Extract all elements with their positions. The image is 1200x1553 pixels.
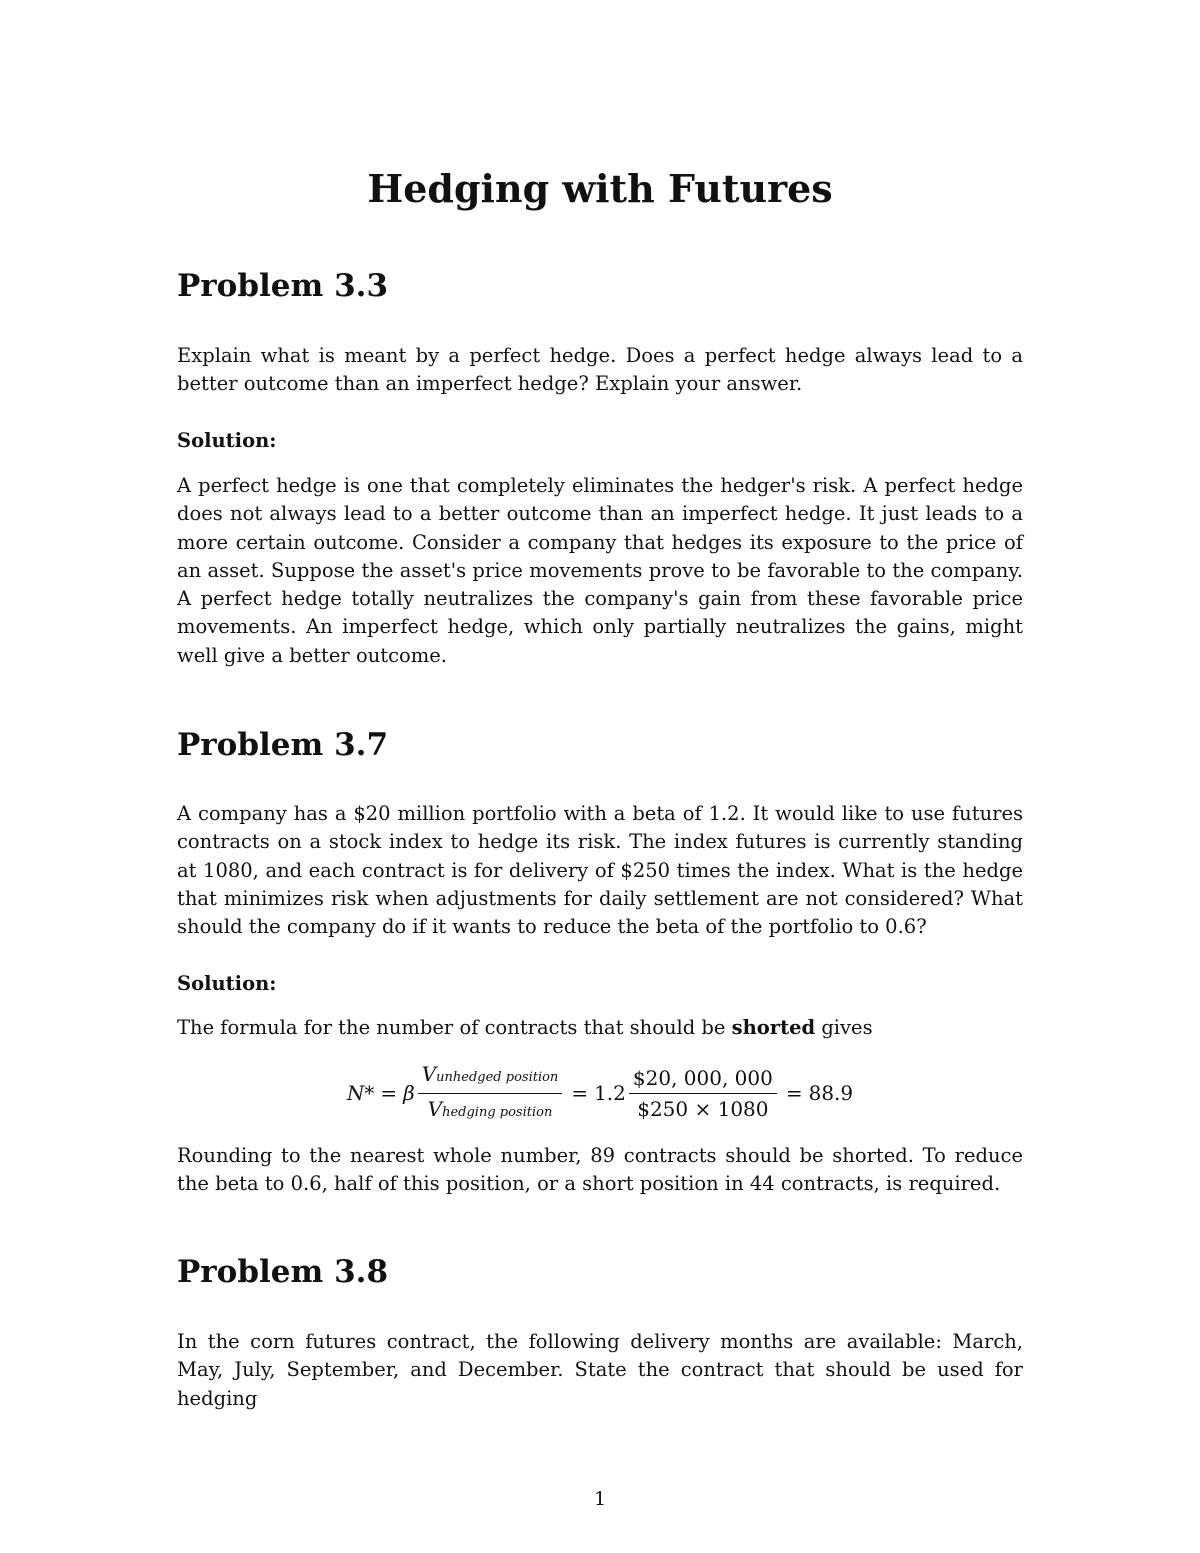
formula-equals-3: = <box>785 1081 803 1105</box>
formula-number-fraction <box>629 1066 777 1121</box>
hedge-ratio-formula <box>0 1058 1200 1128</box>
formula-denominator: $250 × 1080 <box>637 1096 769 1121</box>
formula-intro-bold: shorted <box>731 1016 816 1039</box>
formula-equals-1: = <box>380 1081 398 1105</box>
formula-value-fraction <box>418 1062 563 1125</box>
problem-3-7-solution-label: Solution: <box>177 972 277 995</box>
problem-3-7-heading: Problem 3.7 <box>177 727 389 763</box>
problem-3-3-solution-text: A perfect hedge is one that completely eliminates the hedger's risk. A perfect hedge does not always lead to a better outcome than an imperfect hedge. It just leads to a more certain outcome. Consider a company that hedges its exposure to the price of an asset. Suppose the asset's price movements prove to be favorable to the company. A perfect hedge totally neutralizes the company's gain from these favorable price movements. An imperfect hedge, which only partially neutralizes the gains, might well give a better outcome. <box>177 474 1023 667</box>
problem-3-8-heading: Problem 3.8 <box>177 1254 389 1290</box>
problem-3-3-solution-label: Solution: <box>177 429 277 452</box>
formula-value-denominator: Vhedging position <box>427 1096 553 1121</box>
problem-3-7-conclusion: Rounding to the nearest whole number, 89 contracts should be shorted. To reduce the beta to 0.6, half of this position, or a short position in 44 contracts, is required. <box>177 1144 1023 1196</box>
problem-3-8-question: In the corn futures contract, the following delivery months are available: March, May, July, September, and December. State the contract that should be used for hedging <box>177 1330 1023 1410</box>
problem-3-3-heading: Problem 3.3 <box>177 268 389 304</box>
formula-intro-post: gives <box>815 1016 873 1039</box>
formula-lhs: N* <box>346 1081 375 1105</box>
formula-numerator: $20, 000, 000 <box>629 1066 777 1094</box>
formula-coefficient: 1.2 <box>594 1081 626 1105</box>
formula-intro-pre: The formula for the number of contracts that should be <box>177 1016 732 1039</box>
formula-result: 88.9 <box>808 1081 854 1105</box>
formula-intro <box>177 1014 1023 1042</box>
problem-3-3-question: Explain what is meant by a perfect hedge. Does a perfect hedge always lead to a better outcome than an imperfect hedge? Explain your answer. <box>177 344 1023 396</box>
formula-beta: β <box>403 1081 415 1105</box>
document-title: Hedging with Futures <box>367 166 833 211</box>
formula-value-numerator: Vunhedged position <box>418 1062 563 1094</box>
problem-3-7-question: A company has a $20 million portfolio with a beta of 1.2. It would like to use futures contracts on a stock index to hedge its risk. The index futures is currently standing at 1080, and each contract is for delivery of $250 times the index. What is the hedge that minimizes risk when adjustments for daily settlement are not considered? What should the company do if it wants to reduce the beta of the portfolio to 0.6? <box>177 802 1023 939</box>
formula-equals-2: = <box>571 1081 589 1105</box>
page-number: 1 <box>593 1488 607 1510</box>
